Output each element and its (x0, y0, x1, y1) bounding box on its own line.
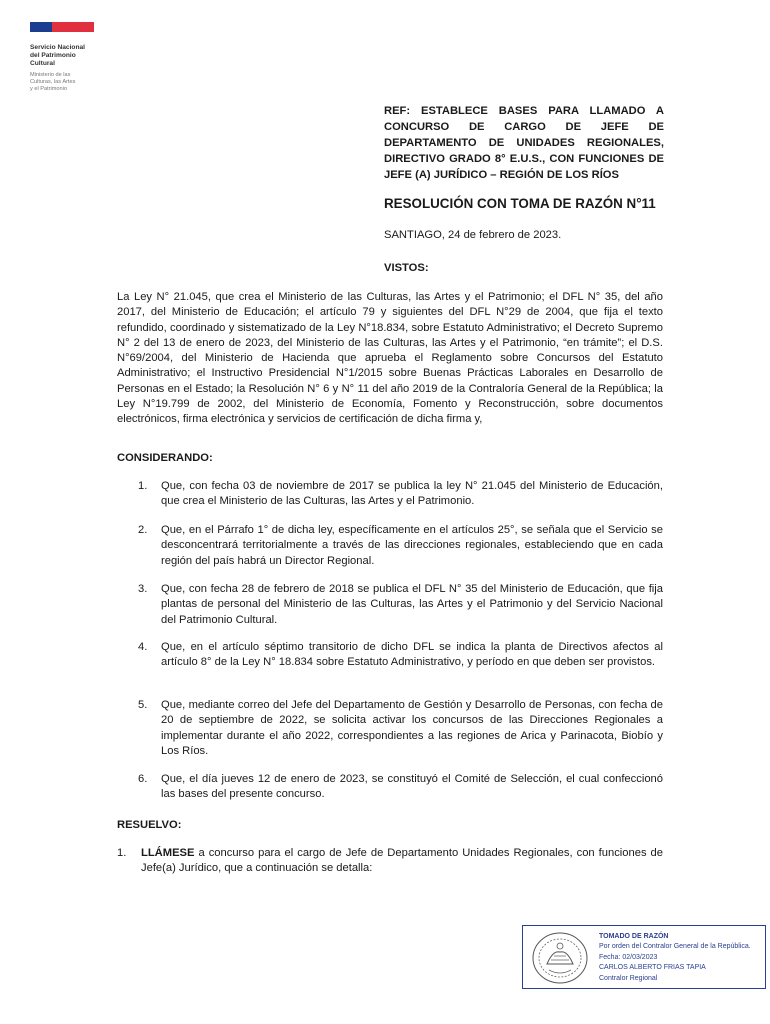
resolution-date: SANTIAGO, 24 de febrero de 2023. (384, 229, 562, 241)
contraloria-seal-icon (529, 930, 591, 986)
stamp-date: Fecha: 02/03/2023 (599, 953, 658, 961)
item-text: Que, en el artículo séptimo transitorio de dicho DFL se indica la planta de Directivos afectos al artículo 8° de la Ley N° 18.834 sobre Estatuto Administrativo, y período en que deben ser provistos. (161, 641, 663, 669)
logo-ministry-line: Ministerio de las (30, 72, 71, 78)
institution-logo (30, 22, 110, 93)
reference-text: REF: ESTABLECE BASES PARA LLAMADO A CONCURSO DE CARGO DE JEFE DE DEPARTAMENTO DE UNIDADES REGIONALES, DIRECTIVO GRADO 8° E.U.S., CON FUNCIONES DE JEFE (A) JURÍDICO – REGIÓN DE LOS RÍOS (384, 105, 664, 181)
vistos-heading: VISTOS: (384, 262, 429, 274)
item-lead: LLÁMESE (141, 847, 195, 859)
logo-org-name (30, 44, 110, 68)
item-number: 5. (138, 699, 148, 711)
stamp-title: TOMADO DE RAZÓN (599, 933, 669, 940)
resolution-title: RESOLUCIÓN CON TOMA DE RAZÓN N°11 (384, 196, 656, 211)
logo-blue-block (30, 22, 52, 32)
item-number: 6. (138, 773, 148, 785)
logo-flag-bar (30, 22, 94, 32)
logo-ministry-line: y el Patrimonio (30, 86, 67, 92)
stamp-text (599, 932, 751, 984)
vistos-paragraph: La Ley N° 21.045, que crea el Ministerio de las Culturas, las Artes y el Patrimonio; el DFL N° 35, del año 2017, del Ministerio de Educación; el artículo 79 y siguientes del DFL N°29 de 2004, que fija el texto refundido, coordinado y sistematizado de la Ley N°18.834, sobre Estatuto Administrativo; el Decreto Supremo N° 2 del 13 de enero de 2023, del Ministerio de las Culturas, las Artes y el Patrimonio, “en trámite”; el D.S. N°69/2004, del Ministerio de Hacienda que aprueba el Reglamento sobre Concursos del Estatuto Administrativo; el Instructivo Presidencial N°1/2015 sobre Buenas Prácticas Laborales en Desarrollo de Personas en el Estado; la Resolución N° 6 y N° 11 del año 2019 de la Contraloría General de la República; la Ley N°19.799 de 2002, del Ministerio de Economía, Fomento y Reconstrucción, sobre documentos electrónicos, firma electrónica y servicios de certificación de dicha firma y, (117, 291, 663, 426)
toma-de-razon-stamp (522, 925, 766, 989)
logo-red-block (52, 22, 94, 32)
logo-org-line: Cultural (30, 60, 55, 67)
logo-org-line: del Patrimonio (30, 52, 76, 59)
item-number: 1. (117, 847, 127, 859)
item-body: a concurso para el cargo de Jefe de Departamento Unidades Regionales, con funciones de Jefe(a) Jurídico, que a continuación se detalla: (141, 847, 663, 875)
logo-org-line: Servicio Nacional (30, 44, 85, 51)
stamp-line: Por orden del Contralor General de la República. (599, 943, 751, 951)
item-number: 1. (138, 480, 148, 492)
considerando-heading: CONSIDERANDO: (117, 452, 213, 464)
item-text: Que, mediante correo del Jefe del Departamento de Gestión y Desarrollo de Personas, con fecha de 20 de septiembre de 2022, se solicita activar los concursos de las Direcciones Regionales a implementar durante el año 2022, correspondientes a las regiones de Arica y Parinacota, Biobío y Los Ríos. (161, 699, 663, 757)
item-text: Que, en el Párrafo 1° de dicha ley, específicamente en el artículos 25°, se señala que el Servicio se desconcentrará territorialmente a través de las direcciones regionales, estableciendo que en cada región del país habrá un Director Regional. (161, 524, 663, 567)
stamp-signer: CARLOS ALBERTO FRIAS TAPIA (599, 964, 706, 972)
item-number: 2. (138, 524, 148, 536)
item-number: 4. (138, 641, 148, 653)
item-text: Que, con fecha 03 de noviembre de 2017 se publica la ley N° 21.045 del Ministerio de Educación, que crea el Ministerio de las Culturas, las Artes y el Patrimonio. (161, 480, 663, 508)
item-number: 3. (138, 583, 148, 595)
stamp-role: Contralor Regional (599, 974, 658, 982)
item-text (141, 846, 663, 877)
item-text: Que, con fecha 28 de febrero de 2018 se publica el DFL N° 35 del Ministerio de Educación, que fija plantas de personal del Ministerio de las Culturas, las Artes y el Patrimonio y del Servicio Nacional del Patrimonio Cultural. (161, 583, 663, 626)
logo-ministry-line: Culturas, las Artes (30, 79, 76, 85)
item-text: Que, el día jueves 12 de enero de 2023, se constituyó el Comité de Selección, el cual confeccionó las bases del presente concurso. (161, 773, 663, 801)
resuelvo-heading: RESUELVO: (117, 819, 182, 831)
logo-ministry-name (30, 72, 110, 93)
